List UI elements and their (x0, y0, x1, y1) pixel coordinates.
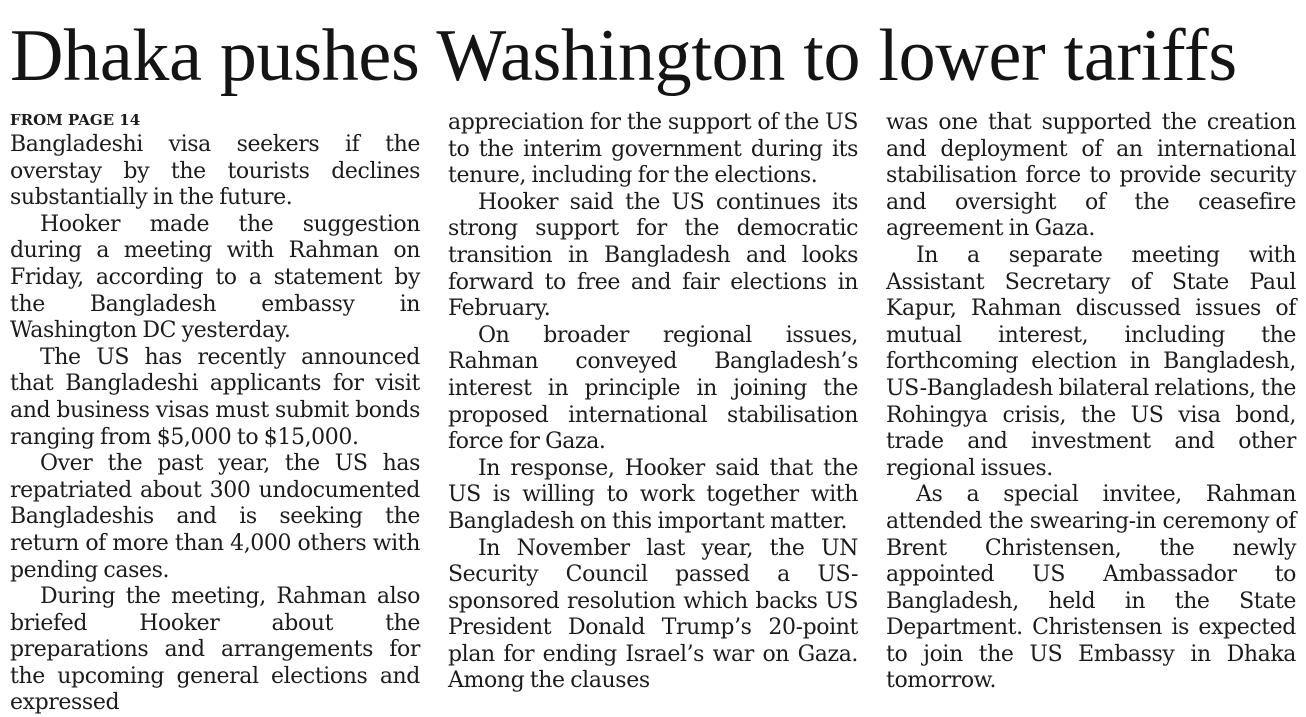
paragraph: appreciation for the support of the US to the interim government during its tenure, including for the elections. (448, 110, 858, 189)
article-column-3 (886, 110, 1296, 695)
paragraph: was one that supported the creation and deployment of an international stabilisation force to provide security and oversight of the ceasefire agreement in Gaza. (886, 110, 1296, 242)
article-column-2 (448, 110, 858, 695)
paragraph: On broader regional issues, Rahman conveyed Bangladesh’s interest in principle in joining the proposed international stabilisation force for Gaza. (448, 322, 858, 455)
paragraph: Hooker said the US continues its strong support for the democratic transition in Bangladesh and looks forward to free and fair elections in February. (448, 189, 858, 322)
paragraph: In response, Hooker said that the US is willing to work together with Bangladesh on this important matter. (448, 455, 858, 534)
paragraph: During the meeting, Rahman also briefed Hooker about the preparations and arrangements for the upcoming general elections and expressed (10, 584, 420, 716)
article-column-1 (10, 108, 420, 717)
paragraph: As a special invitee, Rahman attended the swearing-in ceremony of Brent Christensen, the newly appointed US Ambassador to Bangladesh, held in the State Department. Christensen is expected to join the US Embassy in Dhaka tomorrow. (886, 482, 1296, 694)
headline: Dhaka pushes Washington to lower tariffs (10, 15, 1237, 97)
paragraph: In November last year, the UN Security Council passed a US-sponsored resolution which backs US President Donald Trump’s 20-point plan for ending Israel’s war on Gaza. Among the clauses (448, 535, 858, 694)
paragraph: Over the past year, the US has repatriated about 300 undocumented Bangladeshis and is seeking the return of more than 4,000 others with pending cases. (10, 451, 420, 583)
paragraph: In a separate meeting with Assistant Secretary of State Paul Kapur, Rahman discussed issues of mutual interest, including the forthcoming election in Bangladesh, US-Bangladesh bilateral relations, the Rohingya crisis, the US visa bond, trade and investment and other regional issues. (886, 242, 1296, 481)
paragraph: Bangladeshi visa seekers if the overstay by the tourists declines substantially in the future. (10, 132, 420, 211)
jump-line: FROM PAGE 14 (10, 111, 141, 129)
paragraph: The US has recently announced that Bangladeshi applicants for visit and business visas must submit bonds ranging from $5,000 to $15,000. (10, 344, 420, 450)
paragraph: Hooker made the suggestion during a meeting with Rahman on Friday, according to a statement by the Bangladesh embassy in Washington DC yesterday. (10, 211, 420, 344)
